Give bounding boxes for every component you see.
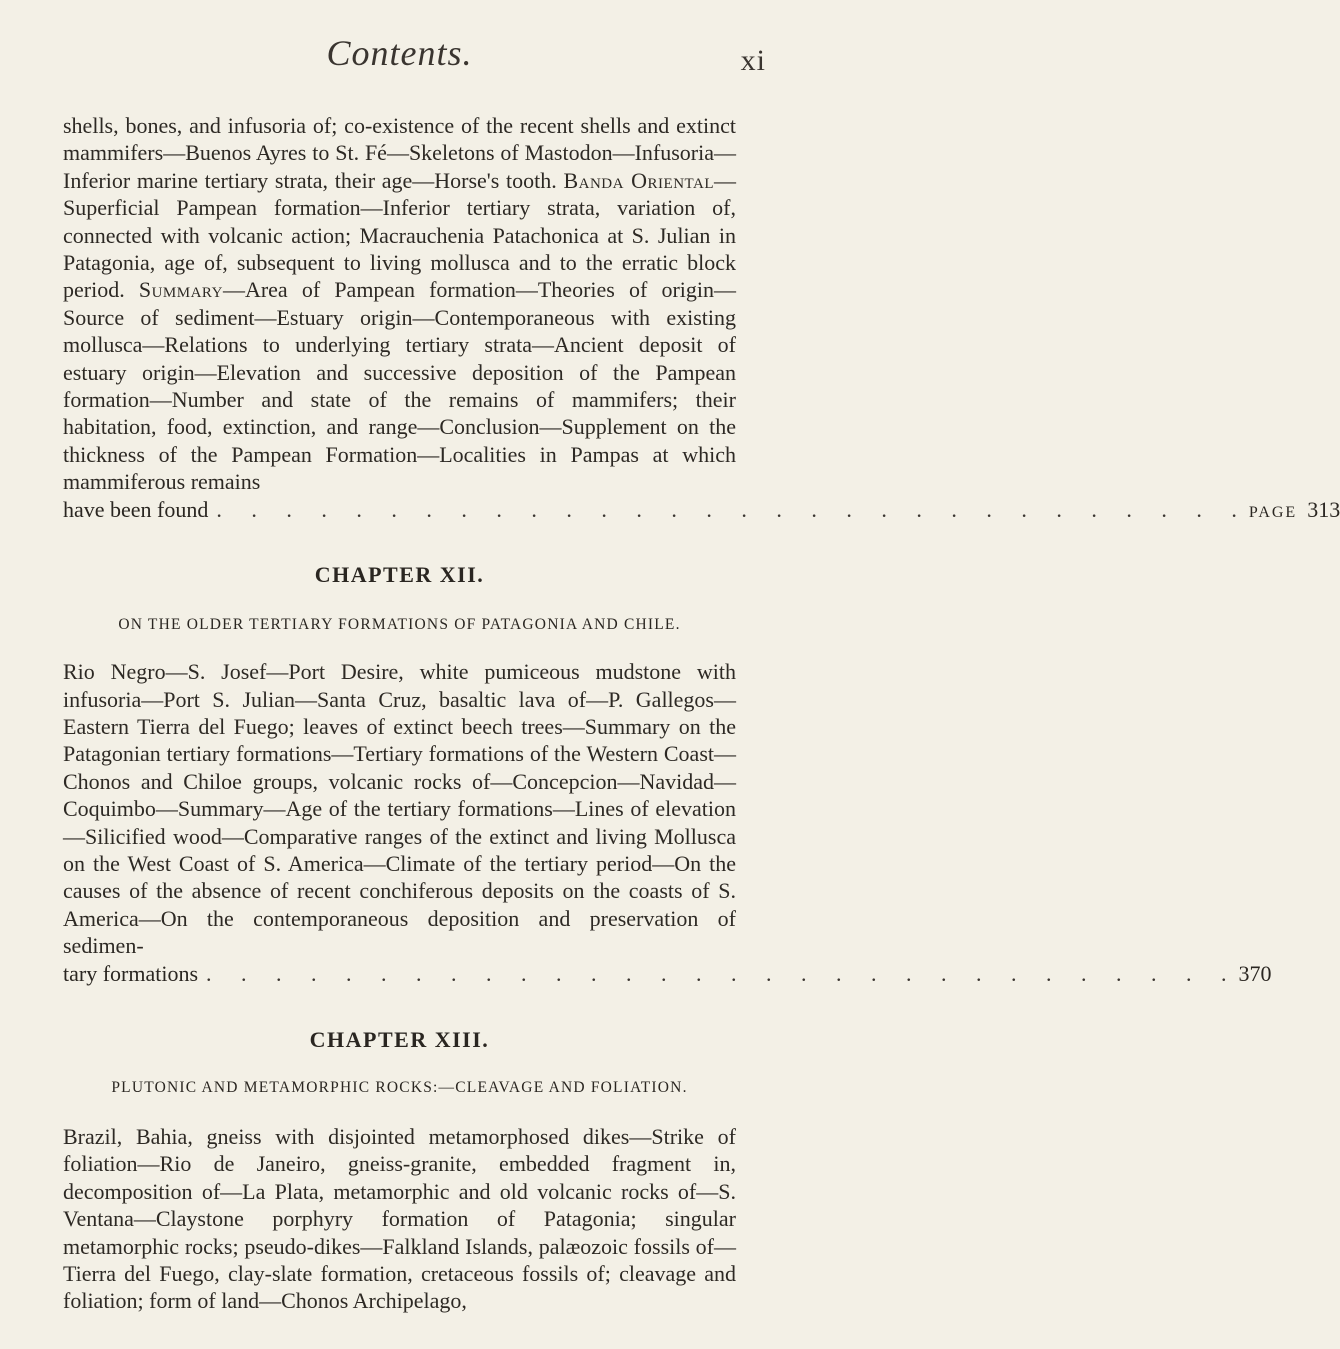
section-label-summary: Summary: [138, 277, 223, 303]
chapter-12-contents-text: Rio Negro—S. Josef—Port Desire, white pumiceous mudstone with infusoria—Port S. Julian—Santa Cruz, basaltic lava of—P. Gallegos—Eastern Tierra del Fuego; leaves of extinct beech trees—Summary on the Patagonian tertiary formations—Tertiary formations of the Western Coast—Chonos and Chiloe groups, volcanic rocks of—Concepcion—Navidad—Coquimbo—Summary—Age of the tertiary formations—Lines of elevation—Silicified wood—Comparative ranges of the extinct and living Mollusca on the West Coast of S. America—Climate of the tertiary period—On the causes of the absence of recent conchiferous deposits on the coasts of S. America—On the contemporaneous deposition and preservation of sedimen-: [63, 659, 736, 959]
contents-text-part-2: —Superficial Pampean formation—Inferior tertiary strata, variation of, connected with volcanic action; Macrauchenia Patachonica at S. Julian in Patagonia, age of, subsequent to living mollusca and to the erratic block period.: [63, 167, 736, 303]
page-label: PAGE: [1248, 503, 1298, 521]
page-reference-line: [63, 960, 1272, 987]
dot-leader: . . . . . . . . . . . . . . . . . . . . . . . . . . . . . .: [206, 960, 1239, 986]
chapter-13-contents-text: Brazil, Bahia, gneiss with disjointed metamorphosed dikes—Strike of foliation—Rio de Janeiro, gneiss-granite, embedded fragment in, decomposition of—La Plata, metamorphic and old volcanic rocks of—S. Ventana—Claystone porphyry formation of Patagonia; singular metamorphic rocks; pseudo-dikes—Falkland Islands, palæozoic fossils of—Tierra del Fuego, clay-slate formation, cretaceous fossils of; cleavage and foliation; form of land—Chonos Archipelago,: [63, 1123, 736, 1314]
running-title: Contents.: [326, 33, 473, 73]
page-number: 313: [1307, 496, 1340, 522]
page-number: 370: [1238, 960, 1272, 986]
page-reference-line: [63, 496, 1340, 526]
chapter-11-continuation: [63, 112, 1340, 526]
last-line-text: have been found: [63, 496, 209, 522]
contents-text-part-3: —Area of Pampean formation—Theories of origin—Source of sediment—Estuary origin—Contemporaneous with existing mollusca—Relations to underlying tertiary strata—Ancient deposit of estuary origin—Elevation and successive deposition of the Pampean formation—Number and state of the remains of mammifers; their habitation, food, extinction, and range—Conclusion—Supplement on the thickness of the Pampean Formation—Localities in Pampas at which mammiferous remains: [63, 277, 737, 495]
running-head: [63, 0, 766, 112]
dot-leader: . . . . . . . . . . . . . . . . . . . . . . . . . . . . . .: [216, 496, 1249, 522]
chapter-13-contents: [63, 1123, 736, 1315]
chapter-12-heading: CHAPTER XII.: [314, 562, 485, 588]
last-line-text: tary formations: [63, 960, 199, 986]
chapter-13-heading: CHAPTER XIII.: [309, 1026, 490, 1052]
page-folio: xi: [740, 44, 766, 77]
chapter-13-subheading: PLUTONIC AND METAMORPHIC ROCKS:—CLEAVAGE AND FOLIATION.: [111, 1078, 688, 1096]
chapter-12-contents: [63, 658, 1272, 987]
page-reference: [1249, 496, 1340, 526]
chapter-12-subheading: ON THE OLDER TERTIARY FORMATIONS OF PATAGONIA AND CHILE.: [118, 616, 681, 634]
contents-text-part-1: shells, bones, and infusoria of; co-existence of the recent shells and extinct mammifers—Buenos Ayres to St. Fé—Skeletons of Mastodon—Infusoria—Inferior marine tertiary strata, their age—Horse's tooth.: [63, 113, 736, 193]
section-label-banda-oriental: Banda Oriental: [563, 167, 714, 193]
chapter-11-contents-text: [63, 112, 736, 496]
